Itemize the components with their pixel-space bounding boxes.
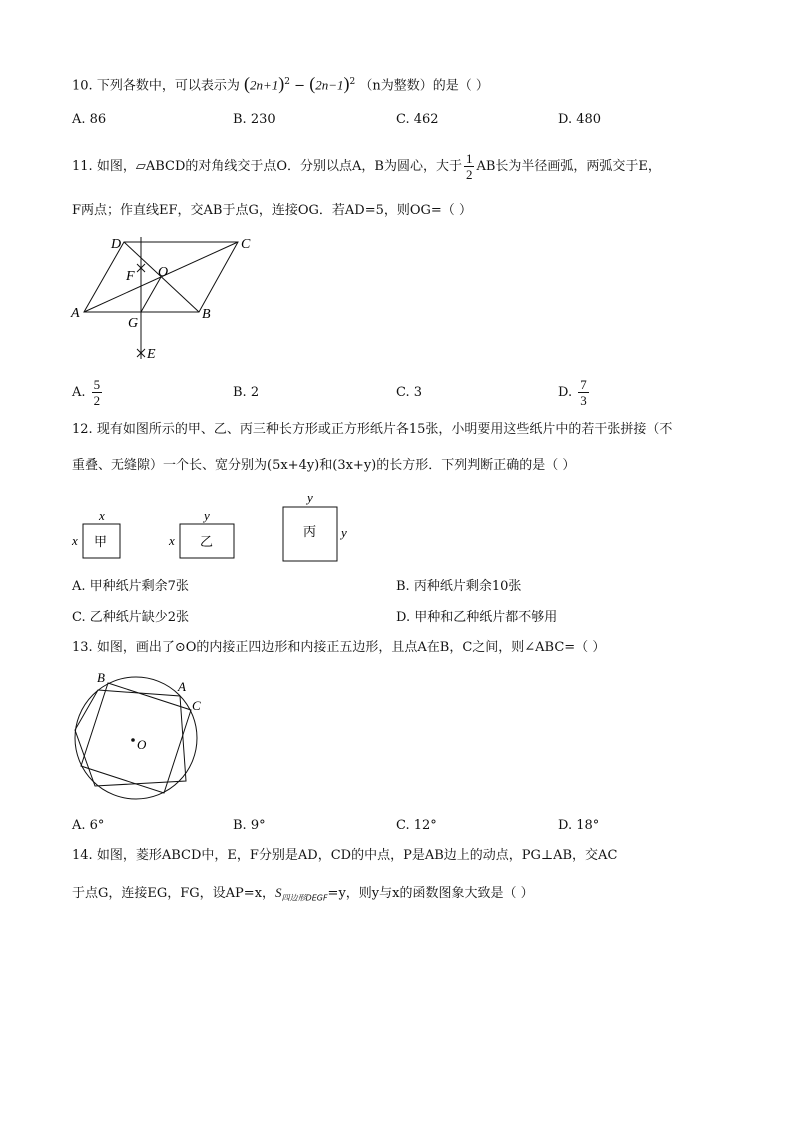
- q10-option-c: C. 462: [396, 112, 439, 127]
- q13-number: 13.: [72, 640, 93, 655]
- q12-number: 12.: [72, 422, 93, 437]
- q13-inscribed-square: [81, 683, 191, 793]
- q11-line-1: [72, 150, 661, 184]
- q10-option-d: D. 480: [558, 112, 602, 127]
- q12-line-2: 重叠、无缝隙）一个长、宽分别为(5x+4y)和(3x+y)的长方形．下列判断正确的是（ ）: [72, 458, 576, 473]
- q10-minus: −: [294, 78, 306, 94]
- q11-option-d: D. $\frac{7}{3}$: [558, 377, 587, 408]
- q11-line-2: F两点；作直线EF，交AB于点G，连接OG．若AD=5，则OG=（ ）: [72, 203, 472, 218]
- q11-label-a: A: [71, 306, 80, 321]
- q12-card-bing-top: y: [307, 490, 313, 505]
- q12-line-1: 12. 现有如图所示的甲、乙、丙三种长方形或正方形纸片各15张，小明要用这些纸片中的若干张拼接（不: [72, 422, 673, 437]
- q11-label-e: E: [147, 347, 156, 362]
- q13-label-a: A: [178, 679, 186, 694]
- q10-option-b: B. 230: [233, 112, 276, 127]
- q12-card-jia-top: x: [99, 508, 105, 523]
- q11-line-og: [141, 277, 161, 312]
- q11-label-f: F: [126, 269, 135, 284]
- q12-card-jia-side: x: [72, 533, 78, 548]
- q11-parallelogram-figure: [66, 232, 266, 372]
- q12-card-yi-top: y: [204, 508, 210, 523]
- q11-label-c: C: [241, 237, 251, 252]
- q13-center-dot: [131, 738, 135, 742]
- q14-line-2: 于点G，连接EG，FG，设AP=x，$S_{四边形DEGF}=y$，则y与x的函数图象大致是（ ）: [72, 885, 534, 903]
- q14-number: 14.: [72, 848, 93, 863]
- q11-label-o: O: [158, 265, 169, 280]
- q14-area-symbol: $S_{四边形DEGF}$: [275, 885, 328, 903]
- q13-option-d: D. 18°: [558, 818, 600, 833]
- q13-stem: 13. 如图，画出了⊙O的内接正四边形和内接正五边形，且点A在B，C之间，则∠ABC=（ ）: [72, 640, 606, 655]
- q13-circle-figure: [66, 668, 216, 808]
- q12-cards-figure: [66, 488, 366, 568]
- q11-half-fraction: $\frac{1}{2}$: [465, 151, 473, 182]
- q11-number: 11.: [72, 159, 93, 174]
- q12-option-b: B. 丙种纸片剩余10张: [396, 579, 522, 594]
- q11-line1-b: AB长为半径画弧，两弧交于E，: [476, 159, 661, 174]
- q12-card-bing-name: 丙: [303, 524, 317, 539]
- q13-inscribed-pentagon: [75, 690, 186, 786]
- q11-option-c: C. 3: [396, 385, 423, 400]
- q10-stem: 10. 下列各数中，可以表示为 $(2n+1)^2 - (2n-1)^2$ （n为整数）的是（ ）: [72, 73, 489, 94]
- q10-stem-after: （n为整数）的是（ ）: [359, 78, 489, 94]
- q11-line1-a: 如图，▱ABCD的对角线交于点O．分别以点A，B为圆心，大于: [96, 159, 462, 174]
- q11-option-b: B. 2: [233, 385, 260, 400]
- q13-option-b: B. 9°: [233, 818, 266, 833]
- q13-label-c: C: [192, 698, 201, 713]
- q12-card-bing-side: y: [341, 525, 347, 540]
- q10-number: 10.: [72, 78, 93, 94]
- q11-label-d: D: [111, 237, 122, 252]
- q12-card-jia-name: 甲: [94, 534, 108, 549]
- q13-label-b: B: [97, 670, 105, 685]
- q13-option-c: C. 12°: [396, 818, 437, 833]
- q12-card-yi-name: 乙: [200, 534, 214, 549]
- q11-label-g: G: [128, 316, 139, 331]
- q12-card-yi-side: x: [169, 533, 175, 548]
- q10-stem-before: 下列各数中，可以表示为: [96, 78, 240, 94]
- q14-line-1: 14. 如图，菱形ABCD中，E，F分别是AD，CD的中点，P是AB边上的动点，PG⊥AB，交AC: [72, 848, 618, 863]
- q12-option-d: D. 甲种和乙种纸片都不够用: [396, 610, 558, 625]
- q11-option-a: A. $\frac{5}{2}$: [72, 377, 101, 408]
- q12-option-a: A. 甲种纸片剩余7张: [72, 579, 189, 594]
- q11-label-b: B: [202, 307, 211, 322]
- q10-option-a: A. 86: [72, 112, 107, 127]
- q12-option-c: C. 乙种纸片缺少2张: [72, 610, 190, 625]
- q10-expr-a: 2n+1: [249, 77, 279, 93]
- q13-label-o: O: [137, 737, 147, 752]
- q10-expr-b: 2n−1: [315, 77, 344, 93]
- q13-option-a: A. 6°: [72, 818, 105, 833]
